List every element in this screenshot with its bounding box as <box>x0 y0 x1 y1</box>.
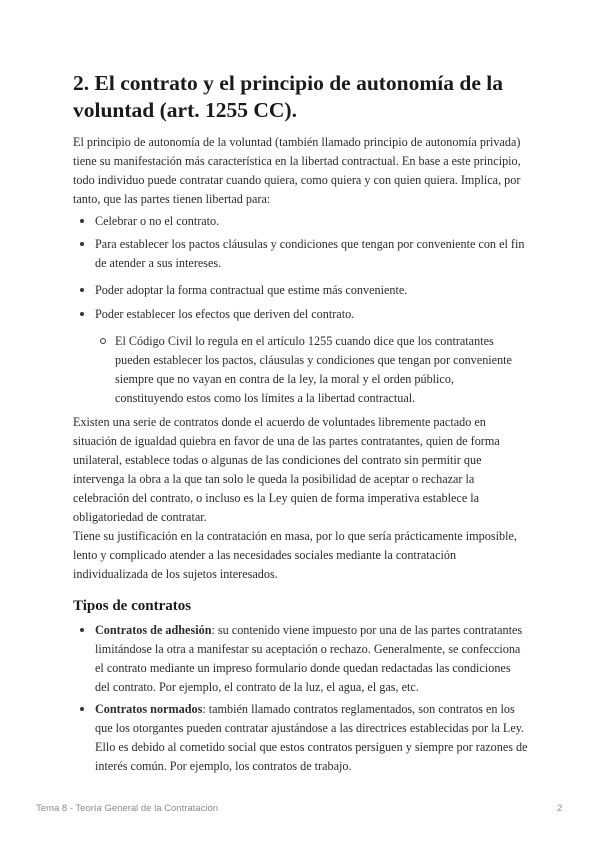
page-number: 2 <box>557 803 563 814</box>
justification-paragraph: Tiene su justificación en la contratación en masa, por lo que sería prácticamente imposible, lento y complicado atender a las necesidades sociales mediante la contratación individualizada de los sujetos interesados. <box>73 529 517 581</box>
freedom-text: Celebrar o no el contrato. <box>95 214 220 228</box>
freedom-list-item <box>73 281 528 300</box>
contract-type-description: : su contenido viene impuesto por una de las partes contratantes limitándose la otra a manifestar su aceptación o rechazo. Generalmente, se confecciona el contrato mediante un impreso formulario donde quedan redactadas las condiciones del contrato. Por ejemplo, el contrato de la luz, el agua, el gas, etc. <box>95 623 523 694</box>
contract-type-item <box>73 700 528 776</box>
freedom-text: Para establecer los pactos cláusulas y condiciones que tengan por conveniente con el fin de atender a sus intereses. <box>95 237 525 270</box>
intro-paragraph: El principio de autonomía de la voluntad (también llamado principio de autonomía privada) tiene su manifestación más característica en la libertad contractual. En base a este principio, todo individuo puede contratar cuando quiera, como quiera y con quien quiera. Implica, por tanto, que las partes tienen libertad para: <box>73 135 521 206</box>
freedom-list-item <box>73 212 528 231</box>
bullet-icon <box>80 628 84 632</box>
freedom-list-item <box>73 235 528 273</box>
bullet-icon <box>80 242 84 246</box>
circle-bullet-icon <box>100 338 106 344</box>
bullet-icon <box>80 288 84 292</box>
freedom-text: Poder adoptar la forma contractual que estime más conveniente. <box>95 283 408 297</box>
adhesion-paragraph: Existen una serie de contratos donde el acuerdo de voluntades libremente pactado en situación de igualdad quiebra en favor de una de las partes contratantes, quien de forma unilateral, establece todas o algunas de las condiciones del contrato sin permitir que intervenga la obra a la que tan solo le queda la posibilidad de aceptar o rechazar la celebración del contrato, o incluso es la Ley quien de forma imperativa establece la obligatoriedad de contratar. <box>73 415 500 524</box>
bullet-icon <box>80 312 84 316</box>
section-heading: 2. El contrato y el principio de autonomía de la voluntad (art. 1255 CC). <box>73 71 503 122</box>
sub-list <box>95 332 525 408</box>
freedom-text: Poder establecer los efectos que deriven del contrato. <box>95 307 355 321</box>
contract-type-term: Contratos de adhesión <box>95 623 212 637</box>
bullet-icon <box>80 707 84 711</box>
contract-type-item <box>73 621 528 697</box>
subnote-text: El Código Civil lo regula en el artículo 1255 cuando dice que los contratantes pueden establecer los pactos, cláusulas y condiciones que tengan por conveniente siempre que no vayan en contra de la ley, la moral y el orden público, constituyendo estos como los límites a la libertad contractual. <box>115 334 512 405</box>
contract-type-description: : también llamado contratos reglamentados, son contratos en los que los otorgantes pueden contratar ajustándose a las directrices establecidas por la Ley. Ello es debido al cometido social que estos contratos persiguen y siempre por razones de interés común. Por ejemplo, los contratos de trabajo. <box>95 702 528 773</box>
subsection-heading: Tipos de contratos <box>73 598 192 614</box>
contract-type-term: Contratos normados <box>95 702 203 716</box>
footer-title: Tema 8 - Teoría General de la Contratación <box>36 803 219 814</box>
bullet-icon <box>80 219 84 223</box>
freedom-list-item <box>73 305 528 324</box>
